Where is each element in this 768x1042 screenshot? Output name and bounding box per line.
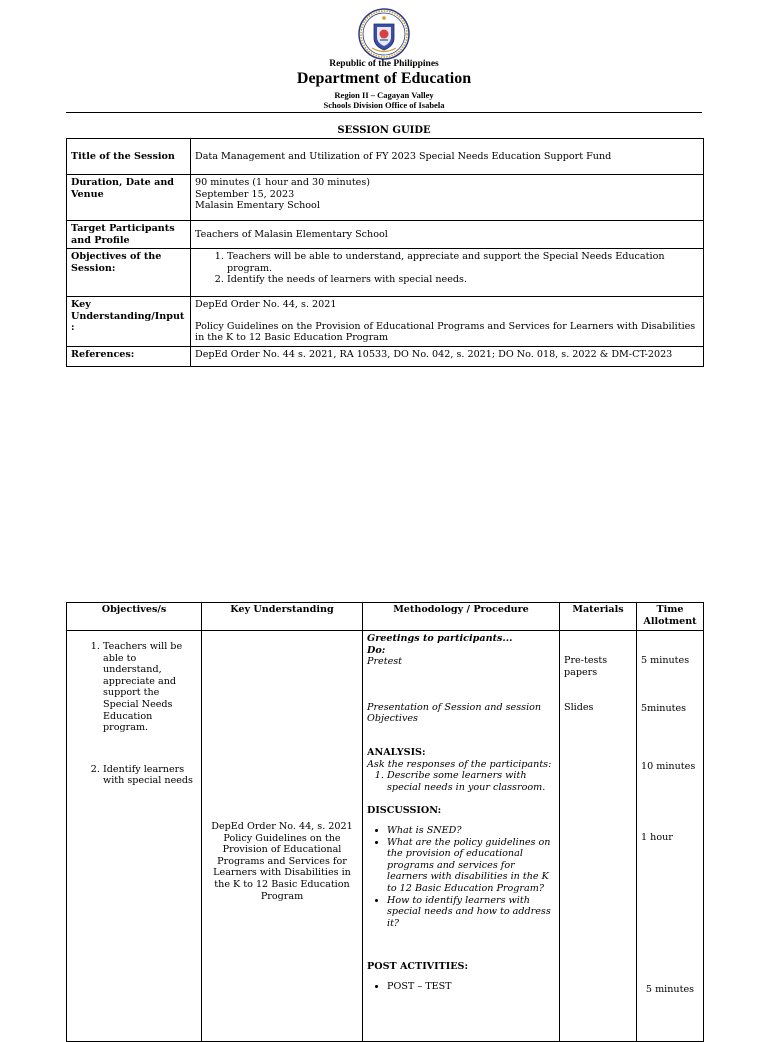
objectives-value: [191, 249, 704, 297]
plan-objective-item: 1. Teachers will be able to understand, appreciate and support the Special Needs Education program.: [103, 641, 197, 734]
do-label: Do:: [367, 644, 386, 656]
key-label: Key Understanding/Input :: [67, 297, 191, 347]
row-participants: [67, 221, 704, 249]
row-duration: [67, 175, 704, 221]
session-info-table: [66, 138, 704, 367]
header-republic: Republic of the Philippines: [329, 59, 439, 69]
time-analysis: 10 minutes: [641, 761, 696, 773]
participants-label: Target Participants and Profile: [67, 221, 191, 249]
plan-methodology-cell: [363, 631, 560, 1042]
discussion-item: • How to identify learners with special needs and how to address it?: [387, 895, 555, 930]
objective-item: 1. Teachers will be able to understand, appreciate and support the Special Needs Education program.: [227, 251, 699, 274]
time-post: 5 minutes: [645, 984, 695, 996]
header-divider: [66, 112, 702, 113]
plan-objectives-cell: [67, 631, 202, 1042]
row-objectives: [67, 249, 704, 297]
title-value: Data Management and Utilization of FY 2023 Special Needs Education Support Fund: [191, 139, 704, 175]
header-department: Department of Education: [296, 70, 472, 87]
row-title: [67, 139, 704, 175]
title-label: Title of the Session: [67, 139, 191, 175]
references-value: DepEd Order No. 44 s. 2021, RA 10533, DO No. 042, s. 2021; DO No. 018, s. 2022 & DM-CT-2023: [191, 346, 704, 366]
discussion-label: DISCUSSION:: [367, 805, 442, 817]
analysis-label: ANALYSIS:: [367, 746, 426, 758]
header-time: Time Allotment: [637, 603, 704, 631]
header-key-understanding: Key Understanding: [202, 603, 363, 631]
row-references: [67, 346, 704, 366]
session-guide-title: SESSION GUIDE: [337, 125, 431, 136]
objective-item: 2. Identify the needs of learners with special needs.: [227, 274, 699, 286]
deped-seal-icon: [358, 8, 410, 60]
duration-value: [191, 175, 704, 221]
key-value: [191, 297, 704, 347]
plan-header-row: [67, 603, 704, 631]
header-materials: Materials: [560, 603, 637, 631]
plan-time-cell: [637, 631, 704, 1042]
presentation-text: Presentation of Session and session Objectives: [367, 701, 542, 725]
time-presentation: 5minutes: [641, 702, 687, 714]
discussion-item: • What are the policy guidelines on the provision of educational programs and services for learners with disabilities in the K to 12 Basic Education Program?: [387, 837, 555, 895]
participants-value: Teachers of Malasin Elementary School: [191, 221, 704, 249]
references-label: References:: [67, 346, 191, 366]
plan-key-cell: [202, 631, 363, 1042]
plan-body-row: [67, 631, 704, 1042]
header-division: Schools Division Office of Isabela: [323, 100, 445, 110]
greeting-text: Greetings to participants...: [367, 633, 513, 644]
plan-materials-cell: [560, 631, 637, 1042]
pretest-text: Pretest: [367, 656, 403, 668]
header-region: Region II – Cagayan Valley: [334, 90, 434, 100]
duration-line: 90 minutes (1 hour and 30 minutes): [195, 177, 371, 188]
key-line-policy: Policy Guidelines on the Provision of Educational Programs and Services for Learners with Disabilities in the K to 12 Basic Education Program: [195, 320, 696, 344]
analysis-intro: Ask the responses of the participants:: [367, 758, 552, 770]
time-pretest: 5 minutes: [641, 655, 690, 666]
date-line: September 15, 2023: [195, 188, 295, 200]
header-objectives: Objectives/s: [67, 603, 202, 631]
material-slides: Slides: [564, 702, 594, 714]
analysis-item: 1. Describe some learners with special needs in your classroom.: [387, 770, 555, 793]
row-key-understanding: [67, 297, 704, 347]
material-pretest: Pre-tests papers: [564, 655, 608, 678]
post-activities-label: POST ACTIVITIES:: [367, 961, 469, 973]
key-line-order: DepEd Order No. 44, s. 2021: [195, 299, 337, 311]
header-methodology: Methodology / Procedure: [363, 603, 560, 631]
plan-key-understanding: DepEd Order No. 44, s. 2021 Policy Guidelines on the Provision of Educational Programs and Services for Learners with Disabilities in the K to 12 Basic Education Program: [211, 821, 353, 902]
objectives-label: Objectives of the Session:: [67, 249, 191, 297]
plan-objective-item: 2. Identify learners with special needs: [103, 764, 197, 787]
post-item: • POST – TEST: [387, 981, 555, 993]
venue-line: Malasin Ementary School: [195, 200, 320, 212]
time-discussion: 1 hour: [641, 831, 673, 843]
duration-label: Duration, Date and Venue: [67, 175, 191, 221]
discussion-item: • What is SNED?: [387, 825, 555, 837]
session-plan-table: [66, 602, 704, 1042]
